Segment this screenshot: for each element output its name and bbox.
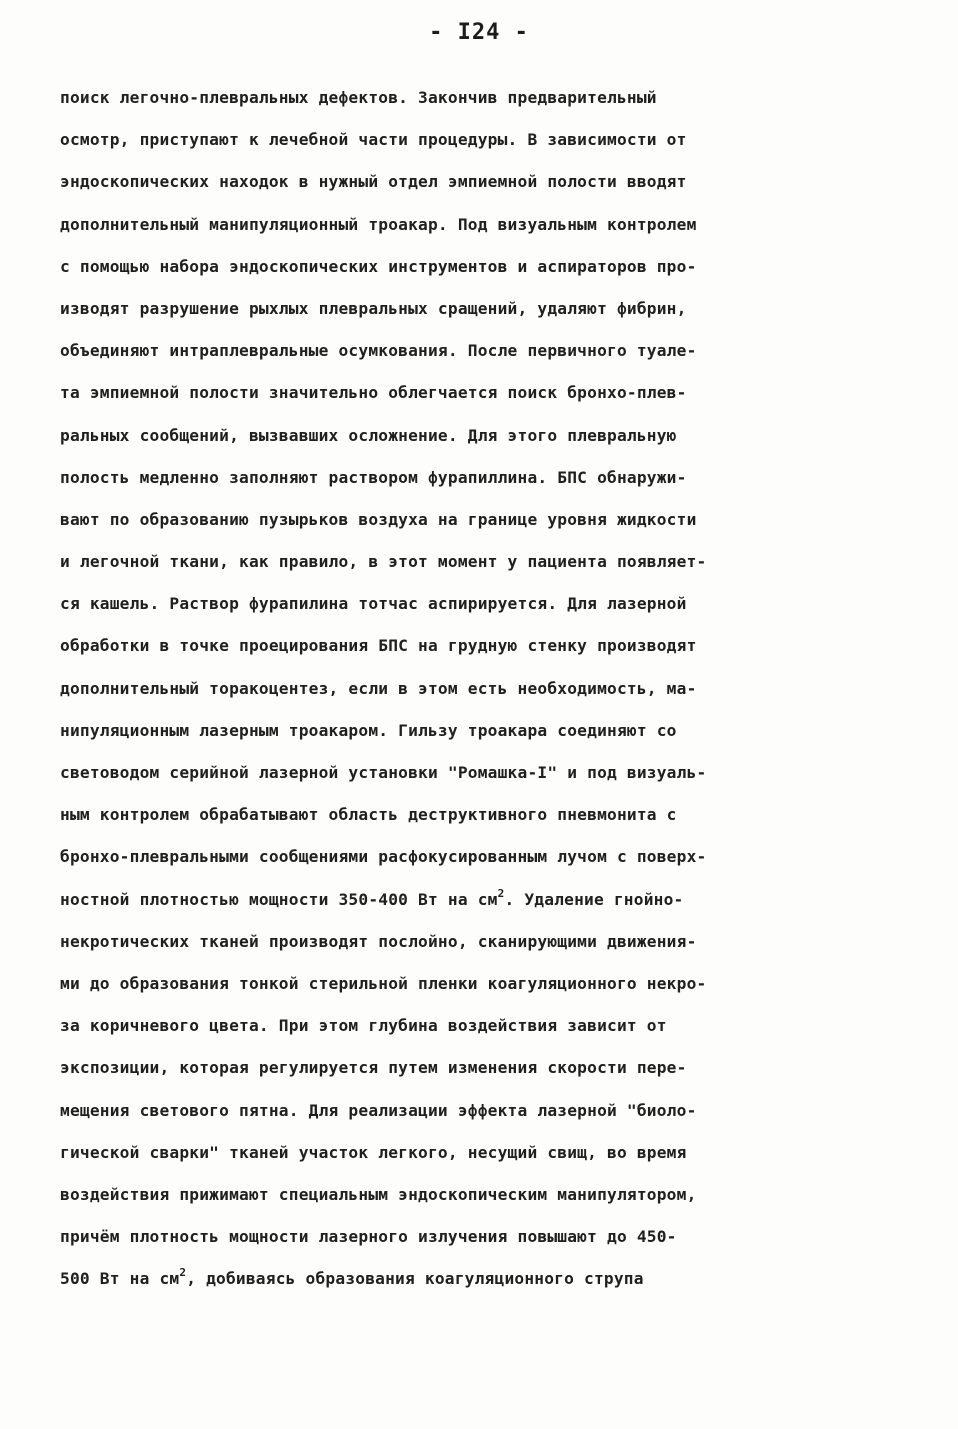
text-line-22: ми до образования тонкой стерильной пленки коагуляционного некро- [60,973,707,993]
superscript-2: 2 [179,1266,187,1280]
text-line-20: ностной плотностью мощности 350-400 Вт на $см^2$. Удаление гнойно- [60,886,684,909]
text-line-17: световодом серийной лазерной установки "Ромашка-I" и под визуаль- [60,763,707,782]
text-line-2: осмотр, приступают к лечебной части процедуры. В зависимости от [60,130,687,150]
text-line-19: бронхо-плевральными сообщениями расфокусированным лучом с поверх- [60,847,707,867]
text-line-27: воздействия прижимают специальным эндоскопическим манипулятором, [60,1184,697,1204]
text-line-18: ным контролем обрабатывают область деструктивного пневмонита с [60,805,677,825]
text-line-11: вают по образованию пузырьков воздуха на границе уровня жидкости [60,509,697,529]
text-line-10: полость медленно заполняют раствором фурапиллина. БПС обнаружи- [60,467,687,487]
text-line-8: та эмпиемной полости значительно облегчается поиск бронхо-плев- [60,383,687,403]
body-text [60,77,910,1300]
text-line-24: экспозиции, которая регулируется путем изменения скорости пере- [60,1058,687,1078]
text-line-25: мещения светового пятна. Для реализации эффекта лазерной "биоло- [60,1100,697,1120]
text-line-21: некротических тканей производят послойно, сканирующими движения- [60,931,697,951]
text-line-28: причём плотность мощности лазерного излучения повышают до 450- [60,1227,677,1247]
text-line-12: и легочной ткани, как правило, в этот момент у пациента появляет- [60,552,707,572]
text-line-23: за коричневого цвета. При этом глубина воздействия зависит от [60,1016,667,1036]
text-line-7: объединяют интраплевральные осумкования. После первичного туале- [60,341,697,361]
text-line-13: ся кашель. Раствор фурапилина тотчас аспирируется. Для лазерной [60,594,687,614]
text-line-1: поиск легочно-плевральных дефектов. Закончив предварительный [60,88,657,107]
text-line-14: обработки в точке проецирования БПС на грудную стенку производят [60,636,697,656]
superscript-2: 2 [497,886,505,900]
text-line-26: гической сварки" тканей участок легкого, несущий свищ, во время [60,1142,687,1162]
text-line-16: нипуляционным лазерным троакаром. Гильзу троакара соединяют со [60,720,677,740]
text-line-5: с помощью набора эндоскопических инструментов и аспираторов про- [60,256,697,276]
text-line-4: дополнительный манипуляционный троакар. Под визуальным контролем [60,214,697,234]
text-line-29: 500 Вт на $см^2$, добиваясь образования коагуляционного струпа [60,1266,644,1289]
text-line-6: изводят разрушение рыхлых плевральных сращений, удаляют фибрин, [60,298,687,318]
page-number: - I24 - [429,20,529,45]
text-line-9: ральных сообщений, вызвавших осложнение. Для этого плевральную [60,425,677,445]
text-line-15: дополнительный торакоцентез, если в этом есть необходимость, ма- [60,678,697,698]
text-line-3: эндоскопических находок в нужный отдел эмпиемной полости вводят [60,172,687,192]
